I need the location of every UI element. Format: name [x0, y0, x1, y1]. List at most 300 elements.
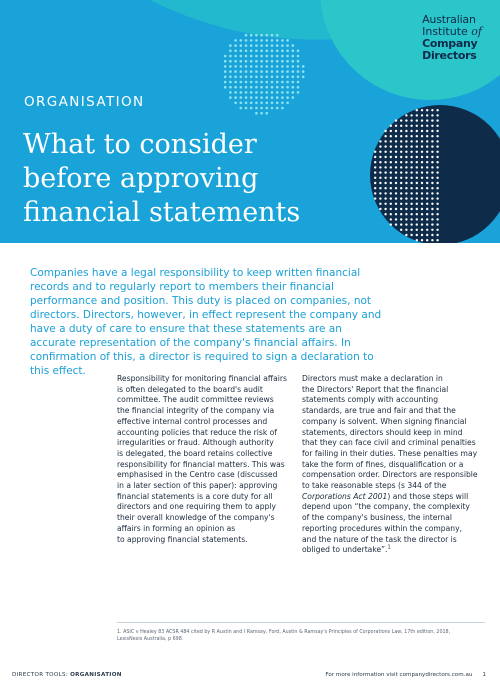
- pattern-dot: [421, 135, 423, 137]
- pattern-dot: [400, 156, 402, 158]
- pattern-dot: [255, 81, 258, 84]
- pattern-dot: [286, 55, 289, 58]
- pattern-dot: [426, 203, 428, 205]
- pattern-dot: [286, 81, 289, 84]
- pattern-dot: [245, 96, 248, 99]
- pattern-dot: [255, 55, 258, 58]
- pattern-dot: [390, 156, 392, 158]
- pattern-dot: [436, 140, 438, 142]
- pattern-dot: [410, 114, 412, 116]
- text-line: emphasised in the Centro case (discussed: [117, 470, 278, 480]
- pattern-dot: [416, 171, 418, 173]
- pattern-dot: [400, 145, 402, 147]
- pattern-dot: [240, 76, 243, 79]
- pattern-dot: [395, 161, 397, 163]
- text-line: Directors must make a declaration in: [302, 374, 443, 383]
- pattern-dot: [255, 65, 258, 68]
- text-line: to take reasonable steps (s 344 of the: [302, 481, 447, 491]
- pattern-dot: [276, 91, 279, 94]
- pattern-dot: [245, 70, 248, 73]
- pattern-dot: [416, 135, 418, 137]
- text-line: is often delegated to the board's audit: [117, 384, 263, 394]
- pattern-dot: [229, 86, 232, 89]
- text-line: committee. The audit committee reviews: [117, 395, 274, 405]
- pattern-dot: [384, 213, 386, 215]
- pattern-dot: [271, 55, 274, 58]
- text-line: their overall knowledge of the company's: [117, 513, 275, 523]
- pattern-dot: [281, 60, 284, 63]
- pattern-dot: [400, 130, 402, 132]
- pattern-dot: [266, 39, 269, 42]
- pattern-dot: [431, 192, 433, 194]
- pattern-dot: [229, 70, 232, 73]
- pattern-dot: [245, 86, 248, 89]
- pattern-dot: [245, 65, 248, 68]
- pattern-dot: [416, 182, 418, 184]
- aicd-logo: [422, 14, 482, 62]
- pattern-dot: [234, 65, 237, 68]
- pattern-dot: [410, 177, 412, 179]
- pattern-dot: [390, 145, 392, 147]
- pattern-dot: [416, 192, 418, 194]
- pattern-dot: [400, 213, 402, 215]
- pattern-dot: [281, 102, 284, 105]
- act-citation: Corporations Act 2001: [302, 491, 388, 501]
- pattern-dot: [405, 171, 407, 173]
- pattern-dot: [421, 109, 423, 111]
- logo-word: Institute: [422, 25, 472, 38]
- pattern-dot: [400, 203, 402, 205]
- pattern-dot: [297, 86, 300, 89]
- pattern-dot: [400, 197, 402, 199]
- pattern-dot: [286, 70, 289, 73]
- pattern-dot: [281, 50, 284, 53]
- pattern-dot: [302, 76, 305, 79]
- pattern-dot: [379, 187, 381, 189]
- pattern-dot: [384, 197, 386, 199]
- pattern-dot: [421, 171, 423, 173]
- pattern-dot: [266, 112, 269, 115]
- pattern-dot: [436, 187, 438, 189]
- pattern-dot: [416, 130, 418, 132]
- pattern-dot: [302, 65, 305, 68]
- pattern-dot: [431, 140, 433, 142]
- pattern-dot: [271, 96, 274, 99]
- intro-paragraph: Companies have a legal responsibility to keep written financial records and to regularly report to members their financial performance and position. This duty is placed on companies, not directors. Directors, however, in effect represent the company and have a duty of care to ensure that these statements are an accurate representation of the company's financial affairs. In confirmation of this, a director is required to sign a declaration to this effect.: [30, 267, 382, 377]
- text-line: for failing in their duties. These penalties may: [302, 448, 478, 458]
- pattern-dot: [390, 203, 392, 205]
- pattern-dot: [436, 177, 438, 179]
- pattern-dot: [395, 151, 397, 153]
- pattern-dot: [271, 65, 274, 68]
- pattern-dot: [395, 197, 397, 199]
- pattern-dot: [266, 65, 269, 68]
- pattern-dot: [390, 177, 392, 179]
- pattern-dot: [266, 107, 269, 110]
- pattern-dot: [260, 91, 263, 94]
- pattern-dot: [400, 151, 402, 153]
- pattern-dot: [390, 223, 392, 225]
- footer-section: ORGANISATION: [70, 672, 122, 678]
- pattern-dot: [390, 135, 392, 137]
- title-line: financial statements: [23, 197, 301, 228]
- pattern-dot: [410, 161, 412, 163]
- pattern-dot: [250, 44, 253, 47]
- pattern-dot: [416, 140, 418, 142]
- pattern-dot: [374, 182, 376, 184]
- pattern-dot: [266, 70, 269, 73]
- pattern-dot: [390, 192, 392, 194]
- pattern-dot: [234, 70, 237, 73]
- pattern-dot: [421, 182, 423, 184]
- text-line: the Directors' Report that the financial: [302, 384, 449, 394]
- pattern-dot: [405, 130, 407, 132]
- pattern-dot: [390, 125, 392, 127]
- pattern-dot: [416, 151, 418, 153]
- pattern-dot: [426, 197, 428, 199]
- pattern-dot: [395, 192, 397, 194]
- pattern-dot: [255, 50, 258, 53]
- pattern-dot: [431, 229, 433, 231]
- pattern-dot: [431, 109, 433, 111]
- page-number: 1: [482, 672, 486, 678]
- pattern-dot: [395, 125, 397, 127]
- pattern-dot: [245, 76, 248, 79]
- pattern-dot: [426, 125, 428, 127]
- pattern-dot: [390, 161, 392, 163]
- pattern-dot: [260, 39, 263, 42]
- pattern-dot: [297, 65, 300, 68]
- pattern-dot: [405, 182, 407, 184]
- pattern-dot: [431, 114, 433, 116]
- pattern-dot: [416, 223, 418, 225]
- pattern-dot: [286, 44, 289, 47]
- pattern-dot: [384, 177, 386, 179]
- pattern-dot: [240, 55, 243, 58]
- pattern-dot: [400, 223, 402, 225]
- pattern-dot: [297, 60, 300, 63]
- pattern-dot: [426, 239, 428, 241]
- pattern-dot: [395, 166, 397, 168]
- pattern-dot: [240, 96, 243, 99]
- pattern-dot: [400, 135, 402, 137]
- pattern-dot: [384, 182, 386, 184]
- pattern-dot: [405, 218, 407, 220]
- pattern-dot: [436, 135, 438, 137]
- pattern-dot: [234, 60, 237, 63]
- pattern-dot: [426, 182, 428, 184]
- pattern-dot: [271, 81, 274, 84]
- pattern-dot: [421, 166, 423, 168]
- pattern-dot: [255, 70, 258, 73]
- pattern-dot: [281, 107, 284, 110]
- right-paragraph-continued: [302, 492, 476, 503]
- pattern-dot: [426, 151, 428, 153]
- pattern-dot: [416, 234, 418, 236]
- pattern-dot: [250, 91, 253, 94]
- pattern-dot: [276, 55, 279, 58]
- pattern-dot: [405, 197, 407, 199]
- pattern-dot: [250, 102, 253, 105]
- text-line: irregularities or fraud. Although authority: [117, 438, 274, 448]
- pattern-dot: [410, 145, 412, 147]
- pattern-dot: [260, 65, 263, 68]
- text-line: is delegated, the board retains collective: [117, 448, 273, 458]
- pattern-dot: [436, 119, 438, 121]
- pattern-dot: [395, 218, 397, 220]
- pattern-dot: [281, 55, 284, 58]
- pattern-dot: [240, 91, 243, 94]
- pattern-dot: [421, 187, 423, 189]
- pattern-dot: [276, 96, 279, 99]
- pattern-dot: [234, 91, 237, 94]
- pattern-dot: [276, 60, 279, 63]
- pattern-dot: [410, 213, 412, 215]
- pattern-dot: [390, 130, 392, 132]
- pattern-dot: [234, 55, 237, 58]
- pattern-dot: [436, 197, 438, 199]
- pattern-dot: [390, 140, 392, 142]
- pattern-dot: [436, 223, 438, 225]
- pattern-dot: [245, 50, 248, 53]
- pattern-dot: [224, 81, 227, 84]
- pattern-dot: [255, 76, 258, 79]
- pattern-dot: [405, 114, 407, 116]
- pattern-dot: [426, 213, 428, 215]
- pattern-dot: [436, 213, 438, 215]
- pattern-dot: [395, 187, 397, 189]
- text-fragment: obliged to undertake”.: [302, 545, 388, 555]
- pattern-dot: [405, 213, 407, 215]
- pattern-dot: [292, 76, 295, 79]
- pattern-dot: [416, 161, 418, 163]
- pattern-dot: [384, 151, 386, 153]
- pattern-dot: [229, 91, 232, 94]
- pattern-dot: [405, 125, 407, 127]
- pattern-dot: [286, 39, 289, 42]
- pattern-dot: [400, 166, 402, 168]
- header-band: [0, 0, 500, 243]
- pattern-dot: [436, 109, 438, 111]
- pattern-dot: [297, 55, 300, 58]
- pattern-dot: [400, 229, 402, 231]
- pattern-dot: [410, 182, 412, 184]
- website-link[interactable]: For more information visit companydirectors.com.au: [325, 672, 473, 678]
- pattern-dot: [245, 34, 248, 37]
- pattern-dot: [395, 130, 397, 132]
- pattern-dot: [281, 86, 284, 89]
- pattern-dot: [436, 234, 438, 236]
- pattern-dot: [379, 140, 381, 142]
- pattern-dot: [390, 218, 392, 220]
- footnote-line: LexisNexis Australia, p 698.: [117, 637, 184, 642]
- pattern-dot: [234, 102, 237, 105]
- pattern-dot: [240, 50, 243, 53]
- pattern-dot: [400, 192, 402, 194]
- pattern-dot: [421, 125, 423, 127]
- pattern-dot: [431, 177, 433, 179]
- pattern-dot: [421, 177, 423, 179]
- pattern-dot: [395, 140, 397, 142]
- pattern-dot: [431, 130, 433, 132]
- pattern-dot: [292, 55, 295, 58]
- pattern-dot: [436, 161, 438, 163]
- pattern-dot: [405, 166, 407, 168]
- pattern-dot: [436, 182, 438, 184]
- footnote-ref: 1: [387, 544, 391, 551]
- pattern-dot: [395, 156, 397, 158]
- pattern-dot: [416, 119, 418, 121]
- pattern-dot: [421, 229, 423, 231]
- pattern-dot: [410, 218, 412, 220]
- pattern-dot: [255, 60, 258, 63]
- pattern-dot: [436, 156, 438, 158]
- pattern-dot: [421, 192, 423, 194]
- pattern-dot: [379, 208, 381, 210]
- pattern-dot: [395, 203, 397, 205]
- pattern-dot: [400, 161, 402, 163]
- pattern-dot: [390, 197, 392, 199]
- pattern-dot: [395, 135, 397, 137]
- pattern-dot: [426, 161, 428, 163]
- pattern-dot: [436, 114, 438, 116]
- pattern-dot: [276, 39, 279, 42]
- pattern-dot: [405, 177, 407, 179]
- pattern-dot: [431, 218, 433, 220]
- pattern-dot: [234, 81, 237, 84]
- pattern-dot: [245, 91, 248, 94]
- pattern-dot: [431, 203, 433, 205]
- pattern-dot: [395, 145, 397, 147]
- pattern-dot: [297, 50, 300, 53]
- pattern-dot: [271, 76, 274, 79]
- pattern-dot: [416, 109, 418, 111]
- pattern-dot: [436, 166, 438, 168]
- pattern-dot: [286, 60, 289, 63]
- pattern-dot: [229, 50, 232, 53]
- pattern-dot: [276, 44, 279, 47]
- text-line: of the company's business, the internal: [302, 513, 453, 523]
- pattern-dot: [271, 34, 274, 37]
- pattern-dot: [395, 177, 397, 179]
- footer-prefix: DIRECTOR TOOLS:: [12, 672, 71, 678]
- pattern-dot: [426, 229, 428, 231]
- pattern-dot: [421, 234, 423, 236]
- pattern-dot: [426, 114, 428, 116]
- pattern-dot: [416, 125, 418, 127]
- footnote-divider: [117, 622, 485, 623]
- pattern-dot: [426, 223, 428, 225]
- text-line: affairs in forming an opinion as: [117, 523, 236, 533]
- pattern-dot: [395, 223, 397, 225]
- pattern-dot: [255, 102, 258, 105]
- text-line: statements comply with accounting: [302, 395, 439, 405]
- title-line: before approving: [23, 163, 259, 194]
- pattern-dot: [405, 140, 407, 142]
- pattern-dot: [271, 107, 274, 110]
- pattern-dot: [266, 34, 269, 37]
- pattern-dot: [405, 203, 407, 205]
- pattern-dot: [266, 96, 269, 99]
- pattern-dot: [410, 156, 412, 158]
- pattern-dot: [431, 182, 433, 184]
- text-line: [302, 545, 476, 556]
- pattern-dot: [410, 125, 412, 127]
- pattern-dot: [405, 208, 407, 210]
- pattern-dot: [245, 102, 248, 105]
- pattern-dot: [421, 223, 423, 225]
- pattern-dot: [281, 39, 284, 42]
- pattern-dot: [431, 234, 433, 236]
- pattern-dot: [286, 65, 289, 68]
- pattern-dot: [384, 156, 386, 158]
- footnote-line: 1. ASIC v Healey 83 ACSR 484 cited by R Austin and I Ramsay, Ford, Austin & Ramsay's Principles of Corporations Law, 17th edition, 2018,: [117, 630, 451, 635]
- pattern-dot: [292, 65, 295, 68]
- pattern-dot: [421, 161, 423, 163]
- pattern-dot: [416, 208, 418, 210]
- text-line: Responsibility for monitoring financial affairs: [117, 374, 287, 383]
- pattern-dot: [271, 60, 274, 63]
- pattern-dot: [260, 60, 263, 63]
- pattern-dot: [224, 60, 227, 63]
- pattern-dot: [395, 119, 397, 121]
- pattern-dot: [297, 70, 300, 73]
- pattern-dot: [276, 107, 279, 110]
- text-line: to approving financial statements.: [117, 534, 248, 544]
- pattern-dot: [416, 145, 418, 147]
- pattern-dot: [379, 145, 381, 147]
- pattern-dot: [292, 60, 295, 63]
- pattern-dot: [436, 229, 438, 231]
- pattern-dot: [431, 151, 433, 153]
- pattern-dot: [431, 161, 433, 163]
- footer-info: [325, 672, 486, 678]
- pattern-dot: [250, 76, 253, 79]
- pattern-dot: [400, 187, 402, 189]
- pattern-dot: [431, 166, 433, 168]
- pattern-dot: [379, 192, 381, 194]
- pattern-dot: [431, 119, 433, 121]
- pattern-dot: [410, 135, 412, 137]
- pattern-dot: [384, 145, 386, 147]
- pattern-dot: [390, 182, 392, 184]
- pattern-dot: [436, 125, 438, 127]
- pattern-dot: [400, 208, 402, 210]
- pattern-dot: [255, 91, 258, 94]
- pattern-dot: [292, 81, 295, 84]
- pattern-dot: [286, 50, 289, 53]
- pattern-dot: [416, 229, 418, 231]
- pattern-dot: [384, 203, 386, 205]
- text-line: [302, 492, 476, 503]
- text-line: accounting policies that reduce the risk of: [117, 427, 277, 437]
- pattern-dot: [224, 76, 227, 79]
- pattern-dot: [374, 171, 376, 173]
- pattern-dot: [260, 50, 263, 53]
- pattern-dot: [426, 208, 428, 210]
- pattern-dot: [234, 39, 237, 42]
- pattern-dot: [421, 213, 423, 215]
- pattern-dot: [286, 76, 289, 79]
- pattern-dot: [390, 171, 392, 173]
- pattern-dot: [410, 166, 412, 168]
- pattern-dot: [426, 145, 428, 147]
- pattern-dot: [410, 208, 412, 210]
- pattern-dot: [255, 34, 258, 37]
- text-line: standards, are true and fair and that the: [302, 406, 456, 416]
- pattern-dot: [374, 192, 376, 194]
- pattern-dot: [426, 177, 428, 179]
